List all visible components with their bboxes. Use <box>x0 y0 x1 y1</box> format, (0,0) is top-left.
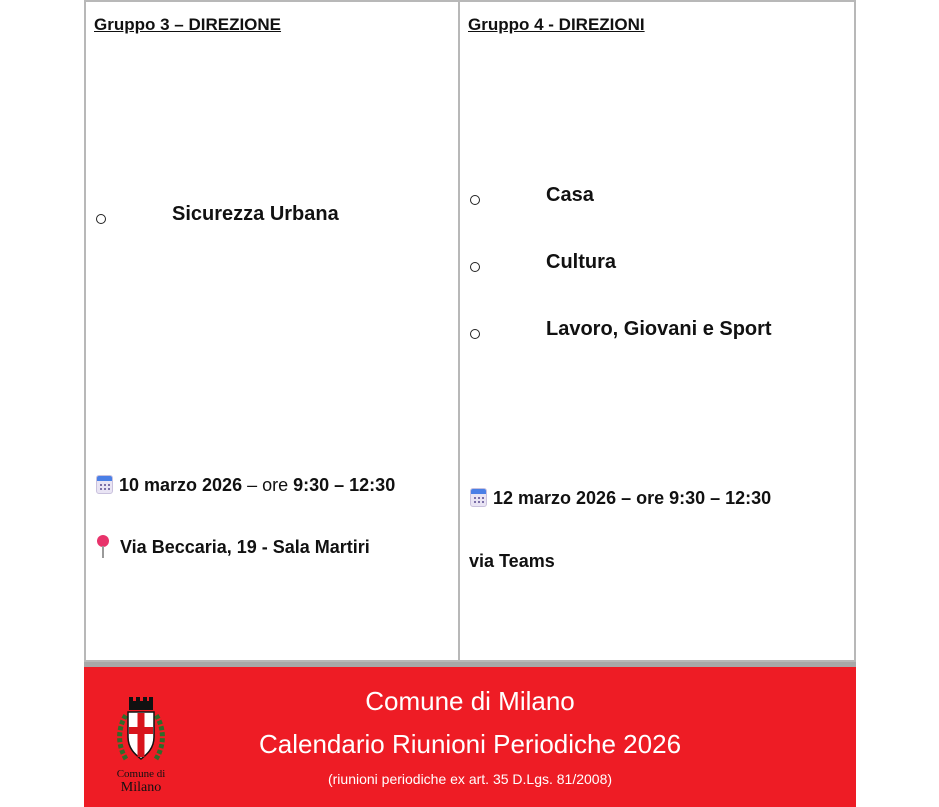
group-3-date-separator: – ore <box>242 475 294 495</box>
group-4-item-label: Lavoro, Giovani e Sport <box>546 318 772 340</box>
group-4-item-label: Cultura <box>546 251 616 273</box>
group-4-item-label: Casa <box>546 184 594 206</box>
circle-bullet-icon <box>96 214 106 224</box>
pin-icon <box>96 535 110 559</box>
group-4-location-value: via Teams <box>469 551 555 571</box>
group-4-date-value: 12 marzo 2026 – ore 9:30 – 12:30 <box>493 488 772 508</box>
group-4-date <box>470 488 771 509</box>
footer-note: (riunioni periodiche ex art. 35 D.Lgs. 81/2008) <box>327 771 613 787</box>
group-4-location <box>469 551 555 572</box>
group-4-title: Gruppo 4 - DIREZIONI <box>468 15 645 34</box>
circle-bullet-icon <box>470 262 480 272</box>
group-4-panel <box>458 0 856 662</box>
group-3-location <box>96 535 370 559</box>
group-3-title: Gruppo 3 – DIREZIONE <box>94 15 282 34</box>
group-3-panel <box>84 0 459 662</box>
circle-bullet-icon <box>470 329 480 339</box>
group-3-item-label: Sicurezza Urbana <box>172 203 339 225</box>
circle-bullet-icon <box>470 195 480 205</box>
footer-subtitle: Calendario Riunioni Periodiche 2026 <box>258 729 682 759</box>
group-3-date-value: 10 marzo 2026 <box>119 475 243 495</box>
footer-title: Comune di Milano <box>365 686 575 716</box>
footer-banner <box>84 667 856 807</box>
group-3-time: 9:30 – 12:30 <box>293 475 396 495</box>
group-3-date <box>96 475 395 496</box>
calendar-icon <box>96 475 113 494</box>
logo-text: Comune di Milano <box>116 768 166 795</box>
calendar-icon <box>470 488 487 507</box>
group-3-location-value: Via Beccaria, 19 - Sala Martiri <box>120 537 370 557</box>
